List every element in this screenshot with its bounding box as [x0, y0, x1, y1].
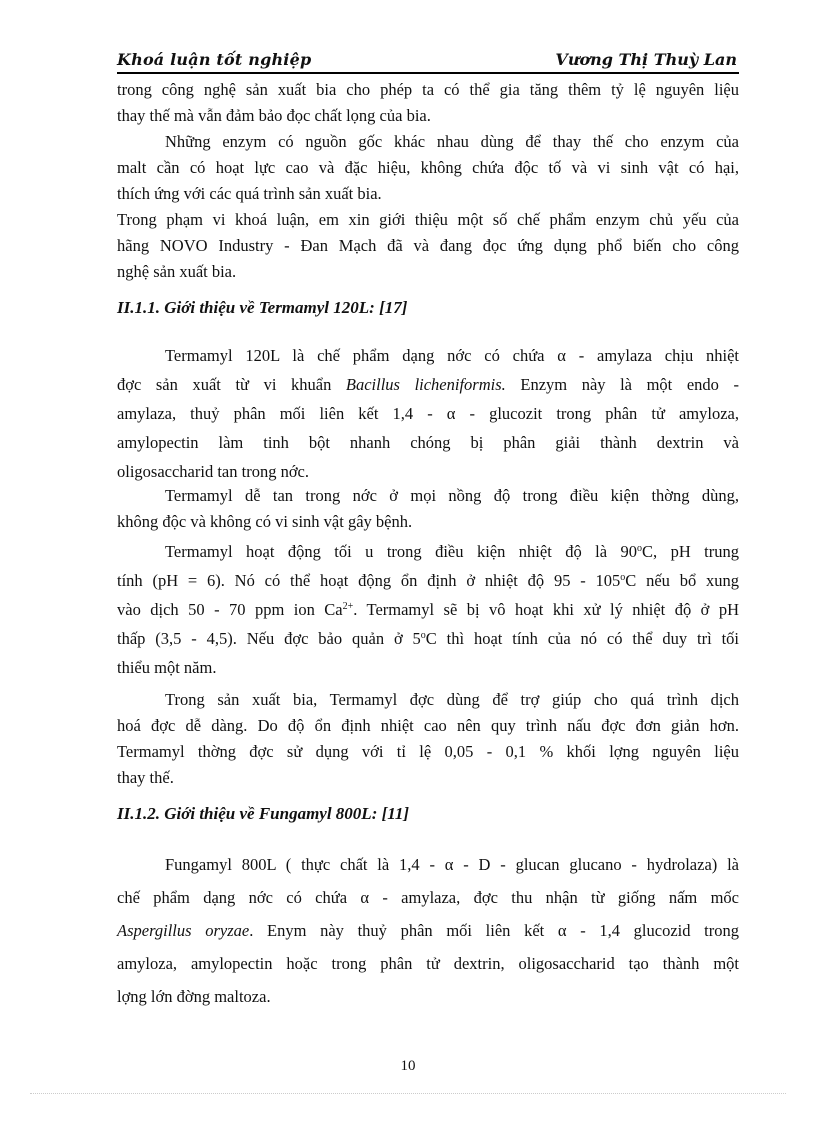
text-line: Trong phạm vi khoá luận, em xin giới thiệu một số chế phẩm enzym chủ yếu của [117, 210, 739, 229]
text-line: thiểu một năm. [117, 658, 217, 677]
intro-paragraph [117, 77, 739, 285]
page-bottom-dotted-divider [30, 1093, 786, 1094]
text-line: malt cần có hoạt lực cao và đặc hiệu, không chứa độc tố và vi sinh vật có hại, [117, 158, 739, 177]
text-line: nghệ sản xuất bia. [117, 262, 237, 281]
text-line: Aspergillus oryzae. Enym này thuỷ phân mối liên kết α - 1,4 glucozid trong [117, 921, 739, 940]
termamyl-paragraph-2 [117, 483, 739, 535]
text-line: thích ứng với các quá trình sản xuất bia. [117, 184, 382, 203]
page-number: 10 [400, 1058, 416, 1074]
termamyl-paragraph-1 [117, 341, 739, 486]
section-heading-fungamyl: II.1.2. Giới thiệu về Fungamyl 800L: [11] [117, 804, 409, 823]
text-line: amylopectin làm tinh bột nhanh chóng bị phân giải thành dextrin và [117, 433, 739, 452]
text-line: thay thế mà vẫn đảm bảo đọc chất lọng của bia. [117, 106, 431, 125]
termamyl-paragraph-3 [117, 537, 739, 682]
header-author-name: Vương Thị Thuỳ Lan [555, 50, 737, 69]
text-line: Những enzym có nguồn gốc khác nhau dùng để thay thế cho enzym của [165, 132, 739, 151]
section-heading-termamyl: II.1.1. Giới thiệu về Termamyl 120L: [17] [117, 298, 408, 317]
page-header [117, 50, 739, 74]
text-line: trong công nghệ sản xuất bia cho phép ta có thể gia tăng thêm tỷ lệ nguyên liệu [117, 80, 739, 99]
text-line: đợc sản xuất từ vi khuẩn Bacillus licheniformis. Enzym này là một endo - [117, 375, 739, 394]
text-line: không độc và không có vi sinh vật gây bệnh. [117, 512, 413, 531]
text-line: thấp (3,5 - 4,5). Nếu đợc bảo quản ở 5$^o$C thì hoạt tính của nó có thể duy trì tối [117, 629, 739, 648]
text-line: Termamyl 120L là chế phẩm dạng nớc có chứa α - amylaza chịu nhiệt [165, 346, 739, 365]
text-line: hãng NOVO Industry - Đan Mạch đã và đang đọc ứng dụng phổ biến cho công [117, 236, 739, 255]
text-line: vào dịch 50 - 70 ppm ion $Ca^{2+}$. Termamyl sẽ bị vô hoạt khi xử lý nhiệt độ ở pH [117, 600, 739, 619]
fungamyl-paragraph-1 [117, 848, 739, 1013]
termamyl-paragraph-4 [117, 687, 739, 791]
text-line: Trong sản xuất bia, Termamyl đợc dùng để trợ giúp cho quá trình dịch [165, 690, 739, 709]
text-line: amyloza, amylopectin hoặc trong phân tử dextrin, oligosaccharid tạo thành một [117, 954, 739, 973]
text-line: oligosaccharid tan trong nớc. [117, 462, 309, 481]
text-line: hoá đợc dễ dàng. Do độ ổn định nhiệt cao nên quy trình nấu đợc đơn giản hơn. [117, 716, 739, 735]
text-line: thay thế. [117, 768, 174, 787]
text-line: lợng lớn đờng maltoza. [117, 987, 271, 1006]
text-line: Termamyl dễ tan trong nớc ở mọi nồng độ trong điều kiện thờng dùng, [165, 486, 739, 505]
text-line: tính (pH = 6). Nó có thể hoạt động ổn định ở nhiệt độ 95 - 105$^o$C nếu bổ xung [117, 571, 739, 590]
text-line: Termamyl thờng đợc sử dụng với tỉ lệ 0,05 - 0,1 % khối lợng nguyên liệu [117, 742, 739, 761]
header-thesis-title: Khoá luận tốt nghiệp [117, 50, 312, 69]
text-line: chế phẩm dạng nớc có chứa α - amylaza, đợc thu nhận từ giống nấm mốc [117, 888, 739, 907]
text-line: Termamyl hoạt động tối u trong điều kiện nhiệt độ là 90$^o$C, pH trung [165, 542, 739, 561]
text-line: amylaza, thuỷ phân mối liên kết 1,4 - α - glucozit trong phân tử amyloza, [117, 404, 739, 423]
text-line: Fungamyl 800L ( thực chất là 1,4 - α - D - glucan glucano - hydrolaza) là [165, 855, 739, 874]
